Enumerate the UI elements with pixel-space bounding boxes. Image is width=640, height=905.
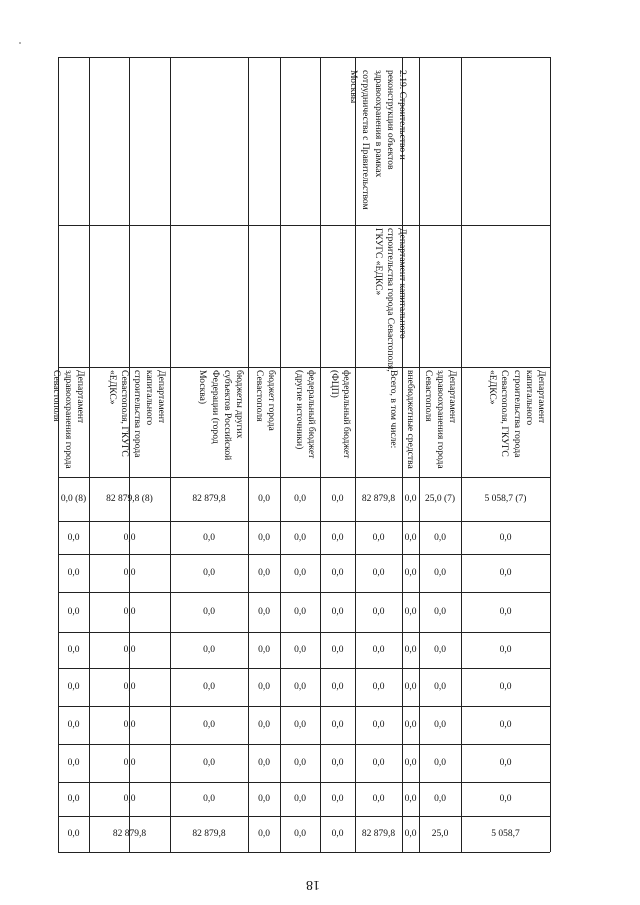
table-cell: 0,0 <box>372 645 385 655</box>
table-cell: 0,0 <box>331 720 344 730</box>
table-cell: 0,0 <box>499 720 512 730</box>
table-cell: 0,0 <box>499 645 512 655</box>
table-cell: 0,0 <box>258 758 270 768</box>
funding-source-label: Департамент здравоохранения города Севастополя <box>50 370 86 469</box>
table-rule <box>58 554 550 555</box>
table-cell: 0,0 <box>294 829 306 839</box>
page-number: 18 <box>306 877 320 892</box>
table-cell: 0,0 <box>203 607 215 617</box>
table-rule <box>58 477 550 478</box>
table-cell: 0,0 <box>294 720 306 730</box>
table-cell: 0,0 <box>434 532 446 543</box>
table-cell: 0,0 <box>294 607 306 617</box>
funding-source-label: бюджет города Севастополя <box>253 370 277 431</box>
table-rule <box>58 521 550 522</box>
table-rule <box>58 632 550 633</box>
table-cell: 0,0 <box>67 532 80 543</box>
table-cell: 0,0 <box>67 568 80 578</box>
table-cell: 0,0 <box>203 645 215 655</box>
table-cell: 0,0 <box>372 532 385 543</box>
table-cell: 0,0 <box>67 829 80 839</box>
table-cell: 25,0 (7) <box>424 494 456 504</box>
table-cell: 0,0 <box>434 682 446 692</box>
table-cell: 0,0 <box>67 607 80 617</box>
table-cell: 0,0 <box>258 829 270 839</box>
table-rule <box>550 57 551 852</box>
table-cell: 0,0 <box>499 607 512 617</box>
table-cell: 0,0 <box>372 720 385 730</box>
table-cell: 82 879,8 <box>192 829 226 839</box>
table-cell: 0,0 <box>294 758 306 768</box>
table-cell: 0,0 <box>331 682 344 692</box>
table-rule <box>280 57 281 852</box>
table-cell: 0,0 <box>434 720 446 730</box>
table-cell: 0,0 <box>331 568 344 578</box>
table-rule <box>320 57 321 852</box>
table-cell: 0,0 <box>67 645 80 655</box>
table-cell: 0,0 <box>258 607 270 617</box>
table-cell: 0,0 <box>294 682 306 692</box>
table-rule <box>58 57 550 58</box>
table-rule <box>58 367 550 368</box>
table-cell: 0,0 <box>404 607 417 617</box>
table-cell: 0,0 <box>123 720 136 730</box>
table-cell: 82 879,8 <box>112 829 147 839</box>
funding-source-label: Департамент капитального строительства города Севастополя, ГКУГС «ЕДКС» <box>107 370 167 458</box>
table-cell: 0,0 <box>372 758 385 768</box>
table-cell: 0,0 <box>258 794 270 804</box>
table-cell: 0,0 <box>294 494 306 504</box>
table-cell: 0,0 <box>258 532 270 543</box>
table-cell: 0,0 <box>294 794 306 804</box>
table-cell: 0,0 <box>67 682 80 692</box>
table-cell: 82 879,8 <box>192 494 226 504</box>
funding-source-label: Департамент здравоохранения города Севастополя <box>422 370 458 469</box>
table-cell: 0,0 <box>123 682 136 692</box>
table-cell: 0,0 <box>434 607 446 617</box>
table-cell: 0,0 <box>404 568 417 578</box>
funding-source-label: бюджеты других субъектов Российской Федерации (город Москва) <box>197 370 245 461</box>
funding-source-label: федеральный бюджет (ФЦП) <box>328 370 352 459</box>
table-cell: 0,0 <box>372 568 385 578</box>
table-cell: 0,0 <box>404 829 417 839</box>
table-cell: 0,0 <box>331 758 344 768</box>
funding-source-label: федеральный бюджет (другие источники) <box>293 370 317 459</box>
table-cell: 0,0 <box>331 532 344 543</box>
table-cell: 0,0 <box>67 720 80 730</box>
table-cell: 0,0 <box>123 794 136 804</box>
scan-speck <box>19 42 21 44</box>
table-cell: 82 879,8 (8) <box>106 494 153 504</box>
table-rule <box>58 816 550 817</box>
table-rule <box>419 57 420 852</box>
table-cell: 0,0 <box>331 645 344 655</box>
table-rule <box>58 706 550 707</box>
table-cell: 0,0 <box>123 607 136 617</box>
table-rule <box>248 57 249 852</box>
table-cell: 5 058,7 (7) <box>484 494 527 504</box>
table-cell: 0,0 <box>404 532 417 543</box>
table-cell: 0,0 <box>123 568 136 578</box>
table-cell: 0,0 <box>67 794 80 804</box>
table-cell: 0,0 <box>499 532 512 543</box>
table-rule <box>58 744 550 745</box>
table-cell: 0,0 <box>434 794 446 804</box>
table-cell: 0,0 <box>434 645 446 655</box>
responsible-executor: Департамент капитального строительства города Севастополя, ГКУГС «ЕДКС» <box>372 228 408 372</box>
table-cell: 0,0 <box>203 568 215 578</box>
table-cell: 0,0 <box>372 682 385 692</box>
table-cell: 0,0 <box>294 645 306 655</box>
table-cell: 0,0 <box>67 758 80 768</box>
table-cell: 82 879,8 <box>361 494 396 504</box>
table-cell: 0,0 <box>258 494 270 504</box>
table-cell: 0,0 <box>331 794 344 804</box>
table-cell: 0,0 <box>331 494 344 504</box>
table-cell: 0,0 <box>331 829 344 839</box>
table-cell: 0,0 <box>294 532 306 543</box>
table-cell: 0,0 <box>404 494 417 504</box>
table-cell: 82 879,8 <box>361 829 396 839</box>
program-name: 2.19. Строительство и реконструкция объектов здравоохранения в рамках сотрудничества с Правительством Москвы <box>348 70 408 210</box>
funding-source-label: внебюджетные средства <box>405 370 416 469</box>
table-cell: 0,0 <box>203 720 215 730</box>
table-cell: 0,0 <box>499 794 512 804</box>
table-cell: 0,0 <box>434 568 446 578</box>
table-cell: 0,0 <box>258 568 270 578</box>
table-rule <box>89 57 90 852</box>
table-cell: 0,0 <box>258 720 270 730</box>
funding-source-label: Департамент капитального строительства города Севастополя, ГКУГС «ЕДКС» <box>487 370 547 458</box>
table-rule <box>58 852 550 853</box>
table-rule <box>58 592 550 593</box>
table-rule <box>461 57 462 852</box>
table-cell: 0,0 <box>434 758 446 768</box>
table-cell: 0,0 <box>203 758 215 768</box>
table-cell: 0,0 <box>372 607 385 617</box>
table-cell: 0,0 <box>404 794 417 804</box>
table-cell: 0,0 <box>203 682 215 692</box>
table-cell: 0,0 <box>203 532 215 543</box>
table-rule <box>58 225 550 226</box>
table-cell: 0,0 <box>294 568 306 578</box>
table-cell: 0,0 <box>404 682 417 692</box>
table-cell: 0,0 <box>499 758 512 768</box>
table-cell: 0,0 <box>404 758 417 768</box>
table-rule <box>170 57 171 852</box>
table-cell: 0,0 <box>258 645 270 655</box>
table-cell: 0,0 <box>203 794 215 804</box>
table-cell: 0,0 <box>258 682 270 692</box>
table-cell: 0,0 <box>404 645 417 655</box>
table-rule <box>58 668 550 669</box>
table-cell: 0,0 (8) <box>60 494 87 504</box>
table-cell: 0,0 <box>404 720 417 730</box>
table-cell: 0,0 <box>499 682 512 692</box>
table-cell: 0,0 <box>123 532 136 543</box>
table-cell: 0,0 <box>123 758 136 768</box>
funding-source-label: Всего, в том числе: <box>388 370 399 449</box>
table-cell: 0,0 <box>331 607 344 617</box>
table-cell: 0,0 <box>123 645 136 655</box>
table-cell: 0,0 <box>499 568 512 578</box>
table-cell: 5 058,7 <box>491 829 520 839</box>
table-cell: 0,0 <box>372 794 385 804</box>
table-cell: 25,0 <box>431 829 449 839</box>
table-rule <box>58 782 550 783</box>
